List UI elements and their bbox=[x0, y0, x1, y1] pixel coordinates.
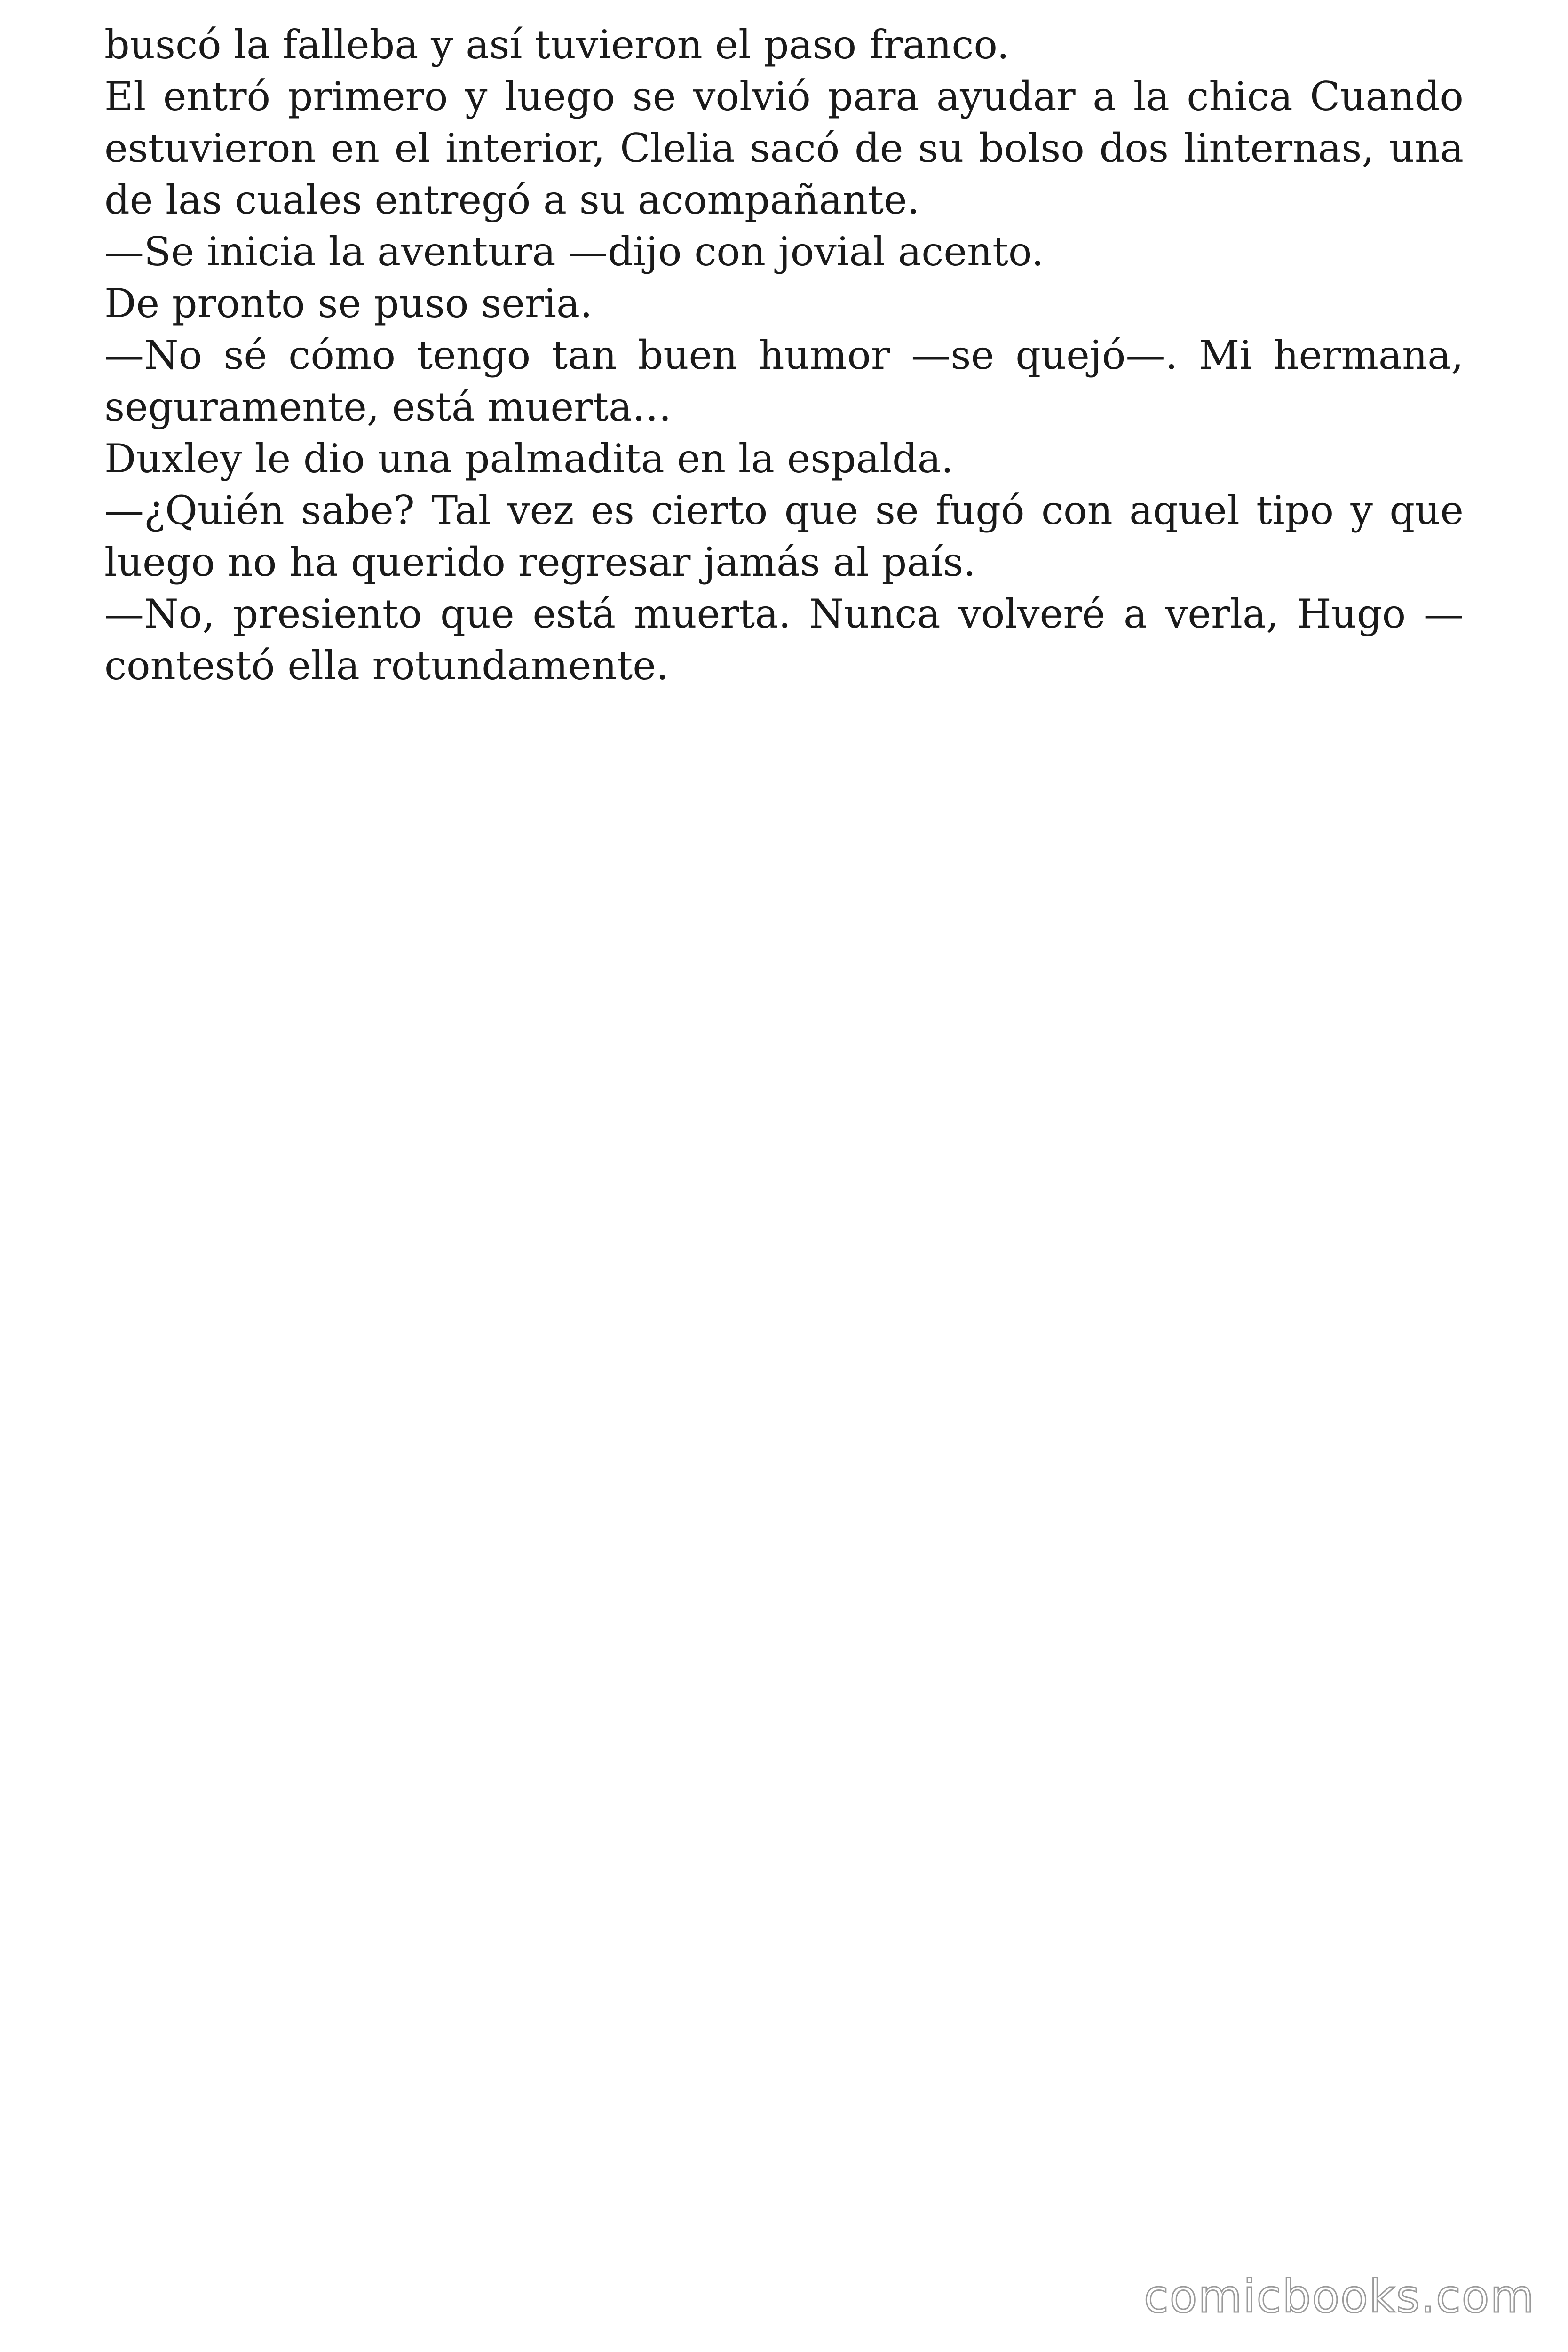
document-body bbox=[104, 19, 1464, 691]
paragraph: Duxley le dio una palmadita en la espalda. bbox=[104, 436, 954, 482]
paragraph: —¿Quién sabe? Tal vez es cierto que se fugó con aquel tipo y que luego no ha querido regresar jamás al país. bbox=[104, 487, 1464, 585]
paragraph: —No sé cómo tengo tan buen humor —se quejó—. Mi hermana, seguramente, está muerta… bbox=[104, 332, 1464, 430]
paragraph: —No, presiento que está muerta. Nunca volveré a verla, Hugo —contestó ella rotundamente. bbox=[104, 591, 1464, 689]
paragraph: El entró primero y luego se volvió para ayudar a la chica Cuando estuvieron en el interior, Clelia sacó de su bolso dos linternas, una de las cuales entregó a su acompañante. bbox=[104, 73, 1464, 223]
paragraph: De pronto se puso seria. bbox=[104, 280, 593, 326]
paragraph: buscó la falleba y así tuvieron el paso franco. bbox=[104, 22, 1010, 68]
watermark: comicbooks.com bbox=[1143, 2270, 1535, 2323]
paragraph: —Se inicia la aventura —dijo con jovial acento. bbox=[104, 229, 1044, 275]
